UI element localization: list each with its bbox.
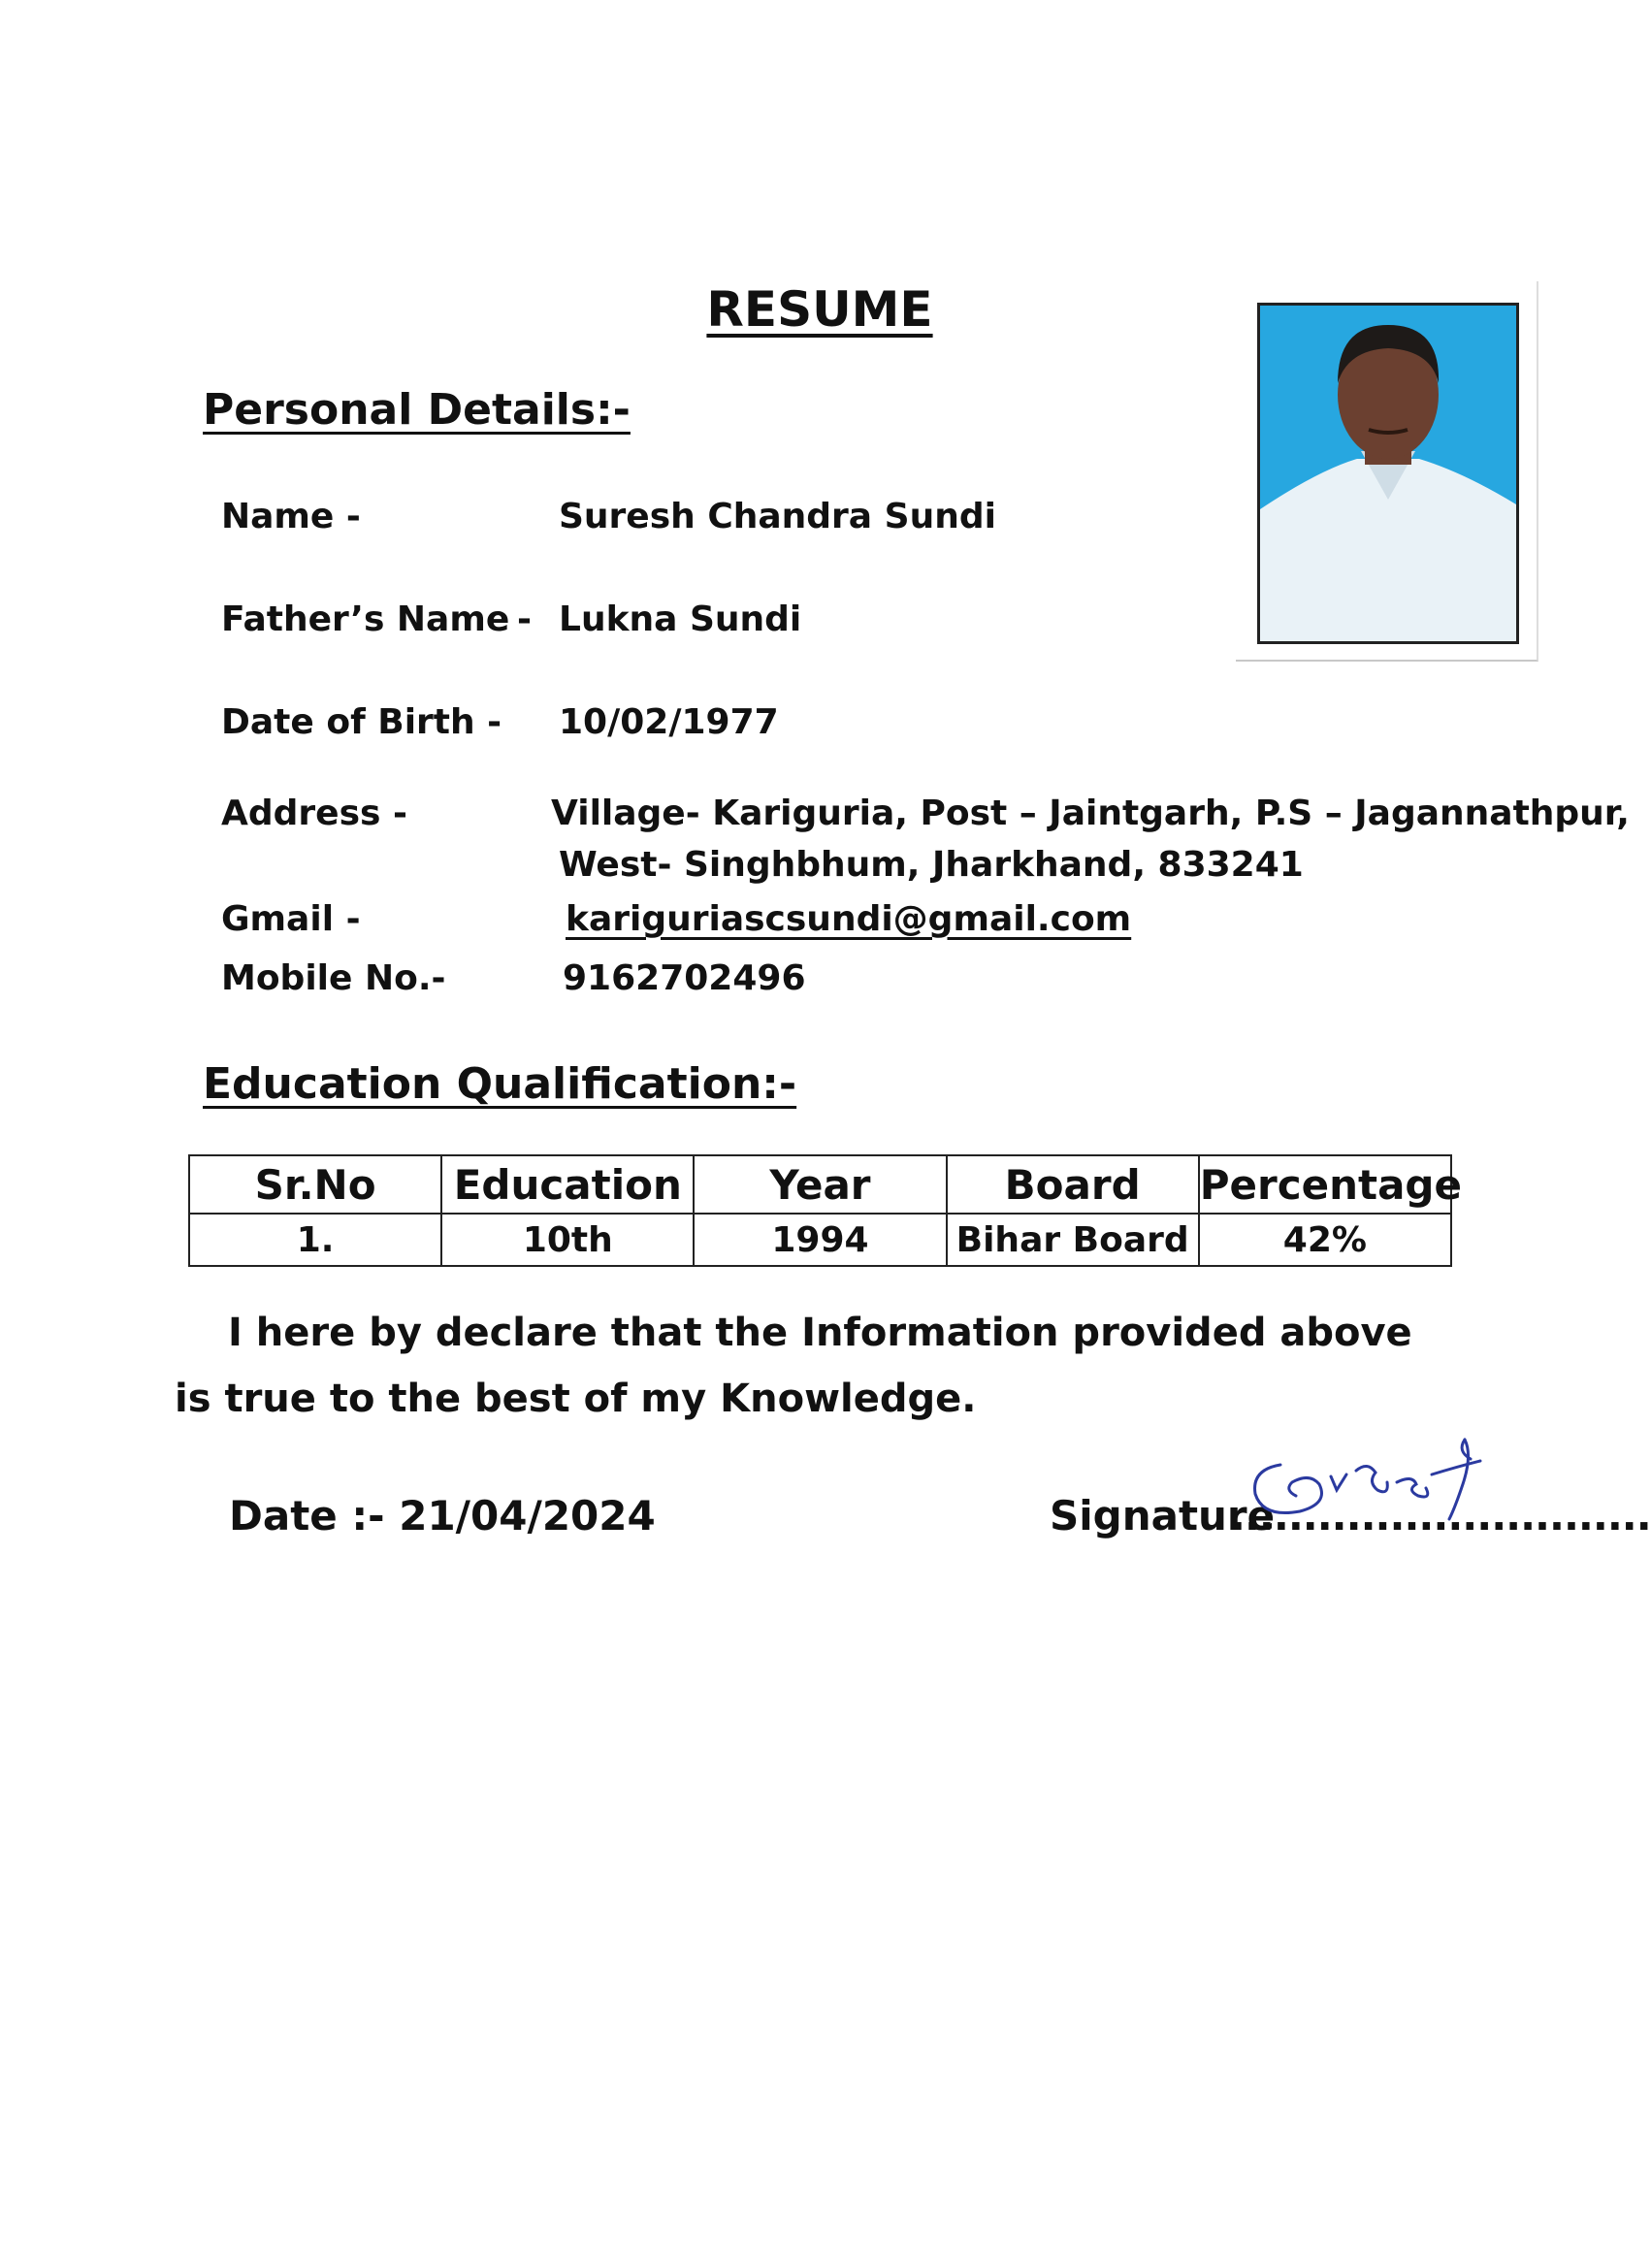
- table-header-row: [189, 1155, 1451, 1214]
- handwritten-signature: [1242, 1426, 1504, 1552]
- photo-frame: [1236, 281, 1538, 662]
- mobile-value: 9162702496: [563, 958, 806, 998]
- dob-value: 10/02/1977: [559, 702, 779, 742]
- table-row: [189, 1214, 1451, 1266]
- name-value: Suresh Chandra Sundi: [559, 497, 996, 536]
- table-cell: Bihar Board: [947, 1214, 1199, 1266]
- mobile-label: Mobile No.-: [221, 958, 446, 998]
- date-line: Date :- 21/04/2024: [229, 1492, 656, 1539]
- personal-details-heading: Personal Details:-: [203, 385, 631, 435]
- column-header: Board: [947, 1155, 1199, 1214]
- father-name-value: Lukna Sundi: [559, 599, 802, 639]
- gmail-label: Gmail -: [221, 899, 361, 939]
- column-header: Education: [441, 1155, 694, 1214]
- column-header: Year: [694, 1155, 946, 1214]
- dob-label: Date of Birth -: [221, 702, 502, 742]
- table-cell: 10th: [441, 1214, 694, 1266]
- signature-label: Signature: [1050, 1492, 1276, 1539]
- signature-dots: .............................: [1230, 1492, 1651, 1539]
- address-label: Address -: [221, 794, 407, 833]
- column-header: Sr.No: [189, 1155, 441, 1214]
- table-cell: 1.: [189, 1214, 441, 1266]
- resume-title: RESUME: [706, 281, 933, 338]
- column-header: Percentage: [1199, 1155, 1451, 1214]
- father-name-label: Father’s Name: [221, 599, 510, 639]
- address-line-2: West- Singhbhum, Jharkhand, 833241: [559, 845, 1304, 885]
- table-cell: 42%: [1199, 1214, 1451, 1266]
- gmail-link[interactable]: kariguriascsundi@gmail.com: [566, 899, 1132, 939]
- father-name-dash: -: [517, 599, 532, 639]
- address-line-1: Village- Kariguria, Post – Jaintgarh, P.S – Jagannathpur,: [551, 794, 1630, 833]
- education-heading: Education Qualification:-: [203, 1059, 797, 1109]
- declaration-text: I here by declare that the Information provided above is true to the best of my Knowledge.: [175, 1311, 1412, 1421]
- name-label: Name -: [221, 497, 361, 536]
- profile-photo: [1257, 303, 1519, 644]
- table-cell: 1994: [694, 1214, 946, 1266]
- education-table: [188, 1154, 1462, 1267]
